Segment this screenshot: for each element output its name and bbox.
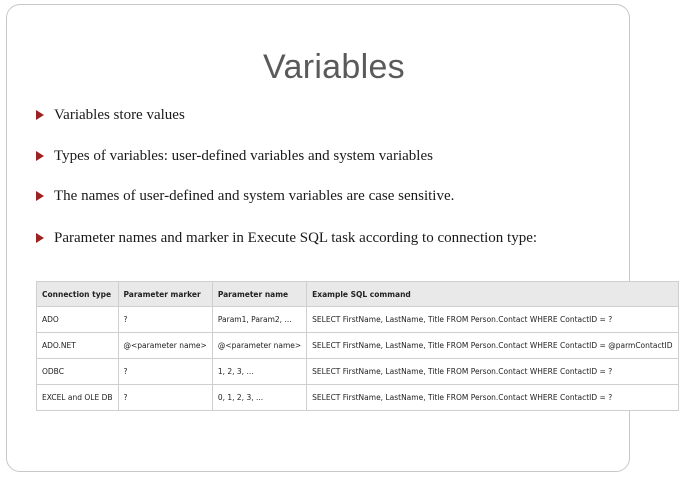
header-connection-type: Connection type xyxy=(37,282,119,307)
cell-parameter-name: 0, 1, 2, 3, ... xyxy=(212,385,306,411)
header-parameter-marker: Parameter marker xyxy=(118,282,212,307)
cell-example-sql: SELECT FirstName, LastName, Title FROM Person.Contact WHERE ContactID = ? xyxy=(307,385,678,411)
bullet-text: Types of variables: user-defined variables and system variables xyxy=(54,148,433,164)
triangle-bullet-icon xyxy=(36,151,44,161)
cell-example-sql: SELECT FirstName, LastName, Title FROM Person.Contact WHERE ContactID = ? xyxy=(307,307,678,333)
cell-example-sql: SELECT FirstName, LastName, Title FROM Person.Contact WHERE ContactID = ? xyxy=(307,359,678,385)
slide-title: Variables xyxy=(263,48,405,86)
cell-connection-type: EXCEL and OLE DB xyxy=(37,385,119,411)
cell-parameter-name: Param1, Param2, ... xyxy=(212,307,306,333)
cell-parameter-name: @<parameter name> xyxy=(212,333,306,359)
header-example-sql: Example SQL command xyxy=(307,282,678,307)
cell-parameter-marker: ? xyxy=(118,385,212,411)
triangle-bullet-icon xyxy=(36,191,44,201)
cell-connection-type: ADO xyxy=(37,307,119,333)
triangle-bullet-icon xyxy=(36,110,44,120)
bullet-text: Variables store values xyxy=(54,107,185,123)
triangle-bullet-icon xyxy=(36,233,44,243)
table-row xyxy=(37,359,679,385)
cell-parameter-marker: @<parameter name> xyxy=(118,333,212,359)
table-row xyxy=(37,333,679,359)
cell-connection-type: ADO.NET xyxy=(37,333,119,359)
cell-parameter-marker: ? xyxy=(118,359,212,385)
parameter-table xyxy=(36,281,679,411)
parameter-table-container xyxy=(36,281,673,409)
bullet-text: Parameter names and marker in Execute SQL task according to connection type: xyxy=(54,230,538,246)
cell-parameter-name: 1, 2, 3, ... xyxy=(212,359,306,385)
cell-parameter-marker: ? xyxy=(118,307,212,333)
bullet-text: The names of user-defined and system variables are case sensitive. xyxy=(54,188,455,204)
table-row xyxy=(37,385,679,411)
cell-example-sql: SELECT FirstName, LastName, Title FROM Person.Contact WHERE ContactID = @parmContactID xyxy=(307,333,678,359)
table-header-row xyxy=(37,282,679,307)
table-row xyxy=(37,307,679,333)
cell-connection-type: ODBC xyxy=(37,359,119,385)
header-parameter-name: Parameter name xyxy=(212,282,306,307)
